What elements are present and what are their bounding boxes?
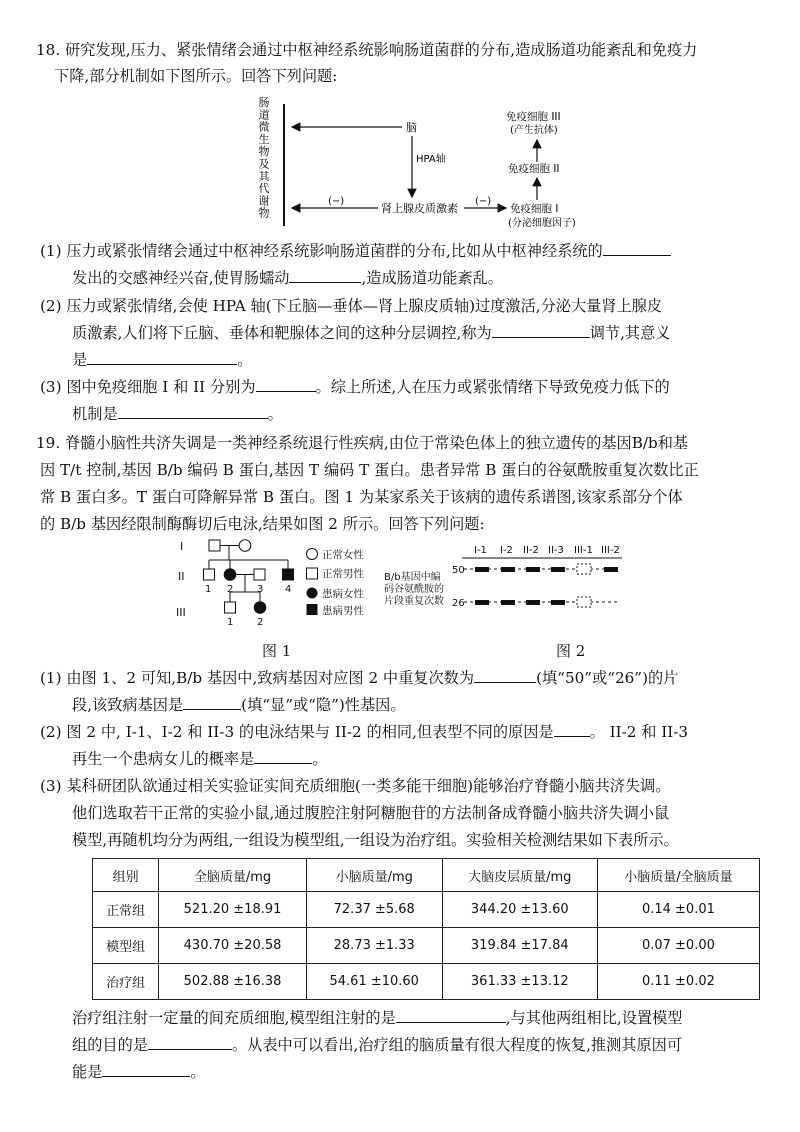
individual-number-II-2: 2 <box>227 584 234 595</box>
q19-part3-line3: 模型,再随机均分为两组,一组设为模型组,一组设为治疗组。实验相关检测结果如下表所示。 <box>72 831 679 849</box>
table-header-ratio: 小脑质量/全脑质量 <box>597 859 759 892</box>
table-cell: 430.70 ±20.58 <box>159 928 306 964</box>
band-III-1-26-unknown <box>577 597 591 607</box>
immune-cell-2-label: 免疫细胞 II <box>508 163 560 175</box>
q19-p4-text-c: 组的目的是 <box>72 1036 148 1054</box>
table-cell: 521.20 ±18.91 <box>159 892 306 928</box>
q18-part3-line1 <box>40 377 670 397</box>
q19-p4-text-e: 能是 <box>72 1063 103 1081</box>
table-header-group: 组别 <box>93 859 159 892</box>
q18-p1-text-c: ,造成肠道功能紊乱。 <box>361 269 503 287</box>
q19-p1-text-d: (填“显”或“隐”)性基因。 <box>241 696 406 714</box>
table-cell: 319.84 ±17.84 <box>442 928 597 964</box>
answer-blank-q18-3a[interactable] <box>256 377 316 392</box>
immune-cell-3-note: (产生抗体) <box>510 125 558 136</box>
figure-1-caption: 图 1 <box>262 642 292 660</box>
electrophoresis-gel <box>382 536 642 636</box>
band-II-2-50 <box>526 567 540 572</box>
table-header-whole-brain: 全脑质量/mg <box>159 859 306 892</box>
individual-number-III-2: 2 <box>257 617 264 628</box>
table-cell: 治疗组 <box>93 964 159 1000</box>
gut-label-text: 肠道微生物及其代谢物 <box>258 96 270 220</box>
lane-label-III-1: III-1 <box>574 545 593 556</box>
generation-I-label: I <box>180 540 184 553</box>
q19-part3-line6 <box>72 1062 206 1082</box>
q19-p4-text-f: 。 <box>190 1063 206 1081</box>
inhibit-sign-1: (−) <box>328 196 345 207</box>
q19-p4-text-b: ,与其他两组相比,设置模型 <box>505 1009 683 1027</box>
q19-part1-line1 <box>40 668 678 688</box>
q18-p1-text-a: (1) 压力或紧张情绪会通过中枢神经系统影响肠道菌群的分布,比如从中枢神经系统的 <box>40 242 603 260</box>
individual-I-1-normal-male <box>209 540 220 551</box>
answer-blank-q19-2b[interactable] <box>254 749 312 764</box>
q19-stem-line1: 19. 脊髓小脑性共济失调是一类神经系统退行性疾病,由位于常染色体上的独立遗传的基因B/b和基 <box>36 434 689 452</box>
individual-number-II-4: 4 <box>285 584 292 595</box>
q19-p1-text-b: (填“50”或“26”)的片 <box>536 669 679 687</box>
answer-blank-q18-3b[interactable] <box>118 404 268 419</box>
lane-label-II-2: II-2 <box>523 545 539 556</box>
q19-part3-line4 <box>72 1008 682 1028</box>
table-cell: 361.33 ±13.12 <box>442 964 597 1000</box>
table-header-row <box>93 859 760 892</box>
q18-part1-line1 <box>40 241 671 261</box>
q19-p1-text-a: (1) 由图 1、2 可知,B/b 基因中,致病基因对应图 2 中重复次数为 <box>40 669 475 687</box>
band-II-2-26 <box>526 600 540 605</box>
answer-blank-q19-3b[interactable] <box>148 1035 232 1050</box>
band-I-2-26 <box>501 600 515 605</box>
individual-II-1-normal-male <box>204 569 215 580</box>
pedigree-chart <box>172 530 382 640</box>
q19-p4-text-a: 治疗组注射一定量的间充质细胞,模型组注射的是 <box>72 1009 396 1027</box>
legend-normal-male-symbol <box>307 568 318 579</box>
q19-p2-text-b: 。 II-2 和 II-3 <box>589 723 689 741</box>
individual-number-III-1: 1 <box>227 617 234 628</box>
q18-mechanism-diagram <box>250 96 600 236</box>
q18-p2-text-d: 是 <box>72 351 88 369</box>
brain-mass-table <box>92 858 760 1000</box>
hormone-label: 肾上腺皮质激素 <box>381 202 458 215</box>
table-row <box>93 928 760 964</box>
table-cell: 模型组 <box>93 928 159 964</box>
q18-part2-line2 <box>72 323 670 343</box>
q18-p2-text-b: 质激素,人们将下丘脑、垂体和靶腺体之间的这种分层调控,称为 <box>72 324 492 342</box>
legend-affected-male-symbol <box>307 604 318 615</box>
answer-blank-q18-2b[interactable] <box>87 350 237 365</box>
q19-p2-text-a: (2) 图 2 中, I-1、I-2 和 II-3 的电泳结果与 II-2 的相同,但表型不同的原因是 <box>40 723 554 741</box>
q19-part1-line2 <box>72 695 406 715</box>
generation-III-label: III <box>176 606 186 619</box>
q18-part2-line3 <box>72 350 252 370</box>
inhibit-sign-2: (−) <box>475 196 492 207</box>
q19-part3-line2: 他们选取若干正常的实验小鼠,通过腹腔注射阿糖胞苷的方法制备成脊髓小脑共济失调小鼠 <box>72 804 670 822</box>
individual-number-II-1: 1 <box>205 584 212 595</box>
lane-label-II-3: II-3 <box>548 545 564 556</box>
q19-p2-text-c: 再生一个患病女儿的概率是 <box>72 750 255 768</box>
immune-cell-3-label: 免疫细胞 III <box>506 111 561 123</box>
gel-ylabel-line1: B/b基因中编 <box>384 572 441 583</box>
band-I-1-26 <box>475 600 489 605</box>
q18-p3-text-b: 。综上所述,人在压力或紧张情绪下导致免疫力低下的 <box>315 378 670 396</box>
q19-stem-line4: 的 B/b 基因经限制酶酶切后电泳,结果如图 2 所示。回答下列问题: <box>40 515 485 533</box>
individual-II-3-normal-male <box>254 569 265 580</box>
q18-p1-text-b: 发出的交感神经兴奋,使胃肠蠕动 <box>72 269 290 287</box>
q19-p4-text-d: 。从表中可以看出,治疗组的脑质量有很大程度的恢复,推测其原因可 <box>231 1036 683 1054</box>
band-II-3-50 <box>551 567 565 572</box>
legend-affected-female-symbol <box>307 588 318 599</box>
individual-II-4-affected-male <box>283 569 294 580</box>
q19-part3-line5 <box>72 1035 682 1055</box>
figure-2-caption: 图 2 <box>556 642 586 660</box>
table-header-cerebellum: 小脑质量/mg <box>306 859 442 892</box>
answer-blank-q19-2a[interactable] <box>554 722 590 737</box>
q18-p2-text-c: 调节,其意义 <box>589 324 671 342</box>
gel-ylabel-line2: 码谷氨酰胺的 <box>384 584 444 595</box>
brain-label: 脑 <box>406 121 417 134</box>
lane-label-I-2: I-2 <box>500 545 513 556</box>
band-III-2-50 <box>604 567 618 572</box>
q18-stem-line2: 下降,部分机制如下图所示。回答下列问题: <box>54 67 338 85</box>
q19-part2-line1 <box>40 722 688 742</box>
gut-microbiota-label <box>259 96 271 220</box>
individual-number-II-3: 3 <box>257 584 264 595</box>
q18-p2-text-e: 。 <box>237 351 253 369</box>
table-row <box>93 964 760 1000</box>
lane-label-III-2: III-2 <box>601 545 620 556</box>
band-II-3-26 <box>551 600 565 605</box>
hpa-label: HPA轴 <box>416 154 446 165</box>
table-header-cortex: 大脑皮层质量/mg <box>442 859 597 892</box>
immune-cell-1-note: (分泌细胞因子) <box>508 218 576 229</box>
legend-affected-male: 患病男性 <box>322 605 364 617</box>
table-cell: 54.61 ±10.60 <box>306 964 442 1000</box>
q18-part2-line1: (2) 压力或紧张情绪,会使 HPA 轴(下丘脑—垂体—肾上腺皮质轴)过度激活,分泌大量肾上腺皮 <box>40 297 663 315</box>
table-cell: 正常组 <box>93 892 159 928</box>
q18-part3-line2 <box>72 404 283 424</box>
legend-normal-male: 正常男性 <box>322 568 364 580</box>
individual-III-1-normal-male <box>225 602 236 613</box>
table-row <box>93 892 760 928</box>
table-cell: 0.07 ±0.00 <box>597 928 759 964</box>
lane-label-I-1: I-1 <box>474 545 487 556</box>
table-cell: 72.37 ±5.68 <box>306 892 442 928</box>
answer-blank-q19-3c[interactable] <box>102 1062 190 1077</box>
q18-p3-text-a: (3) 图中免疫细胞 I 和 II 分别为 <box>40 378 256 396</box>
legend-normal-female-symbol <box>307 549 318 560</box>
individual-II-2-affected-female <box>224 569 236 581</box>
band-I-1-50 <box>475 567 489 572</box>
band-III-1-50-unknown <box>577 564 591 574</box>
q18-p3-text-d: 。 <box>267 405 283 423</box>
answer-blank-q18-1b[interactable] <box>289 268 361 283</box>
answer-blank-q18-1a[interactable] <box>603 241 671 256</box>
answer-blank-q19-1b[interactable] <box>183 695 241 710</box>
table-cell: 344.20 ±13.60 <box>442 892 597 928</box>
table-cell: 0.11 ±0.02 <box>597 964 759 1000</box>
legend-affected-female: 患病女性 <box>322 588 364 600</box>
q18-stem-line1: 18. 研究发现,压力、紧张情绪会通过中枢神经系统影响肠道菌群的分布,造成肠道功能紊乱和免疫力 <box>36 41 698 59</box>
individual-III-2-affected-female <box>254 602 266 614</box>
q18-p3-text-c: 机制是 <box>72 405 118 423</box>
immune-cell-1-label: 免疫细胞 I <box>510 203 559 215</box>
band-I-2-50 <box>501 567 515 572</box>
table-cell: 0.14 ±0.01 <box>597 892 759 928</box>
answer-blank-q19-3a[interactable] <box>396 1008 506 1023</box>
individual-I-2-normal-female <box>239 540 251 552</box>
gel-ylabel-line3: 片段重复次数 <box>384 596 444 607</box>
q19-p1-text-c: 段,该致病基因是 <box>72 696 184 714</box>
generation-II-label: II <box>178 570 185 583</box>
answer-blank-q18-2a[interactable] <box>492 323 590 338</box>
legend-normal-female: 正常女性 <box>322 549 364 561</box>
band-label-50: 50 <box>452 565 465 576</box>
q19-p2-text-d: 。 <box>312 750 328 768</box>
q19-part3-line1: (3) 某科研团队欲通过相关实验证实间充质细胞(一类多能干细胞)能够治疗脊髓小脑共济失调。 <box>40 777 671 795</box>
answer-blank-q19-1a[interactable] <box>474 668 536 683</box>
table-cell: 28.73 ±1.33 <box>306 928 442 964</box>
q18-part1-line2 <box>72 268 503 288</box>
q19-stem-line2: 因 T/t 控制,基因 B/b 编码 B 蛋白,基因 T 编码 T 蛋白。患者异常 B 蛋白的谷氨酰胺重复次数比正 <box>40 461 699 479</box>
band-label-26: 26 <box>452 598 465 609</box>
table-cell: 502.88 ±16.38 <box>159 964 306 1000</box>
q19-part2-line2 <box>72 749 327 769</box>
q19-stem-line3: 常 B 蛋白多。T 蛋白可降解异常 B 蛋白。图 1 为某家系关于该病的遗传系谱图,该家系部分个体 <box>40 488 683 506</box>
